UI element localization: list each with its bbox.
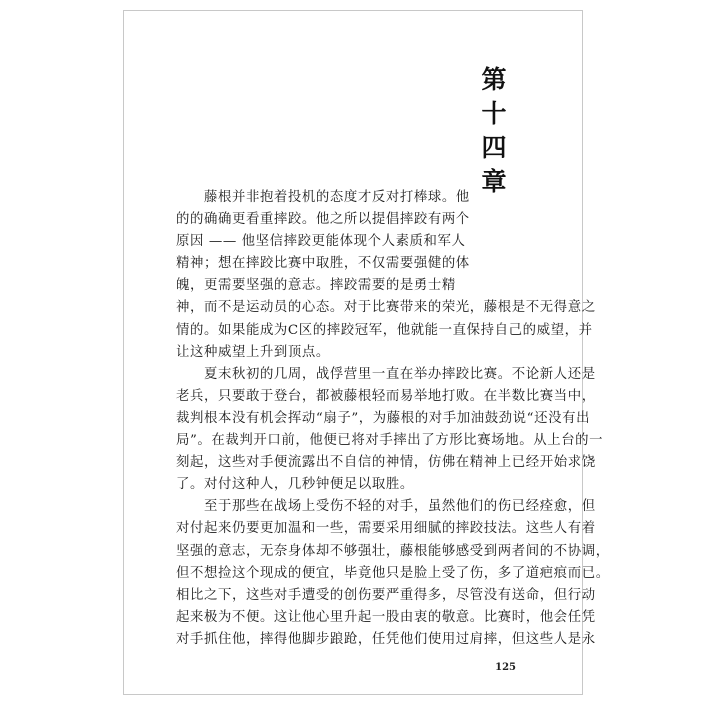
text-line: 原因 —— 他坚信摔跤更能体现个人素质和军人 [176, 234, 466, 250]
chapter-title-char: 第 [481, 65, 507, 94]
chapter-title-char: 四 [481, 133, 507, 162]
text-line: 但不想捡这个现成的便宜，毕竟他只是脸上受了伤，多了道疤痕而已。 [176, 565, 610, 581]
chapter-title-char: 章 [481, 167, 507, 196]
text-line: 相比之下，这些对手遭受的创伤要严重得多，尽管没有送命，但行动 [176, 587, 596, 603]
page-number: 125 [495, 662, 516, 673]
text-line: 对付起来仍要更加温和一些，需要采用细腻的摔跤技法。这些人有着 [176, 521, 596, 537]
text-line: 至于那些在战场上受伤不轻的对手，虽然他们的伤已经痊愈，但 [176, 499, 596, 515]
text-line: 藤根并非抱着投机的态度才反对打棒球。他 [176, 190, 470, 205]
text-line: 魄，更需要坚强的意志。摔跤需要的是勇士精 [176, 278, 456, 294]
text-line: 让这种威望上升到顶点。 [176, 344, 330, 360]
chapter-title-char: 十 [481, 99, 507, 128]
text-line: 局”。在裁判开口前，他便已将对手摔出了方形比赛场地。从上台的一 [176, 433, 604, 449]
text-line: 夏末秋初的几周，战俘营里一直在举办摔跤比赛。不论新人还是 [176, 366, 596, 382]
text-line: 精神；想在摔跤比赛中取胜，不仅需要强健的体 [176, 256, 470, 272]
text-line: 老兵，只要敢于登台，都被藤根轻而易举地打败。在半数比赛当中， [176, 388, 596, 404]
text-line: 了。对付这种人，几秒钟便足以取胜。 [176, 477, 414, 493]
book-page [123, 10, 610, 695]
text-line: 情的。如果能成为C区的摔跤冠军，他就能一直保持自己的威望，并 [176, 322, 593, 338]
chapter-title [479, 63, 509, 199]
text-line: 起来极为不便。这让他心里升起一股由衷的敬意。比赛时，他会任凭 [176, 609, 596, 625]
body-text [176, 187, 610, 651]
text-line: 对手抓住他，摔得他脚步踉跄，任凭他们使用过肩摔，但这些人是永 [176, 631, 596, 647]
text-line: 裁判根本没有机会挥动“扇子”，为藤根的对手加油鼓劲说“还没有出 [176, 410, 591, 426]
text-line: 神，而不是运动员的心态。对于比赛带来的荣光，藤根是不无得意之 [176, 300, 596, 316]
text-line: 坚强的意志，无奈身体却不够强壮，藤根能够感受到两者间的不协调， [176, 543, 610, 559]
text-line: 刻起，这些对手便流露出不自信的神情，仿佛在精神上已经开始求饶 [176, 455, 596, 471]
text-line: 的的确确更看重摔跤。他之所以提倡摔跤有两个 [176, 212, 470, 228]
